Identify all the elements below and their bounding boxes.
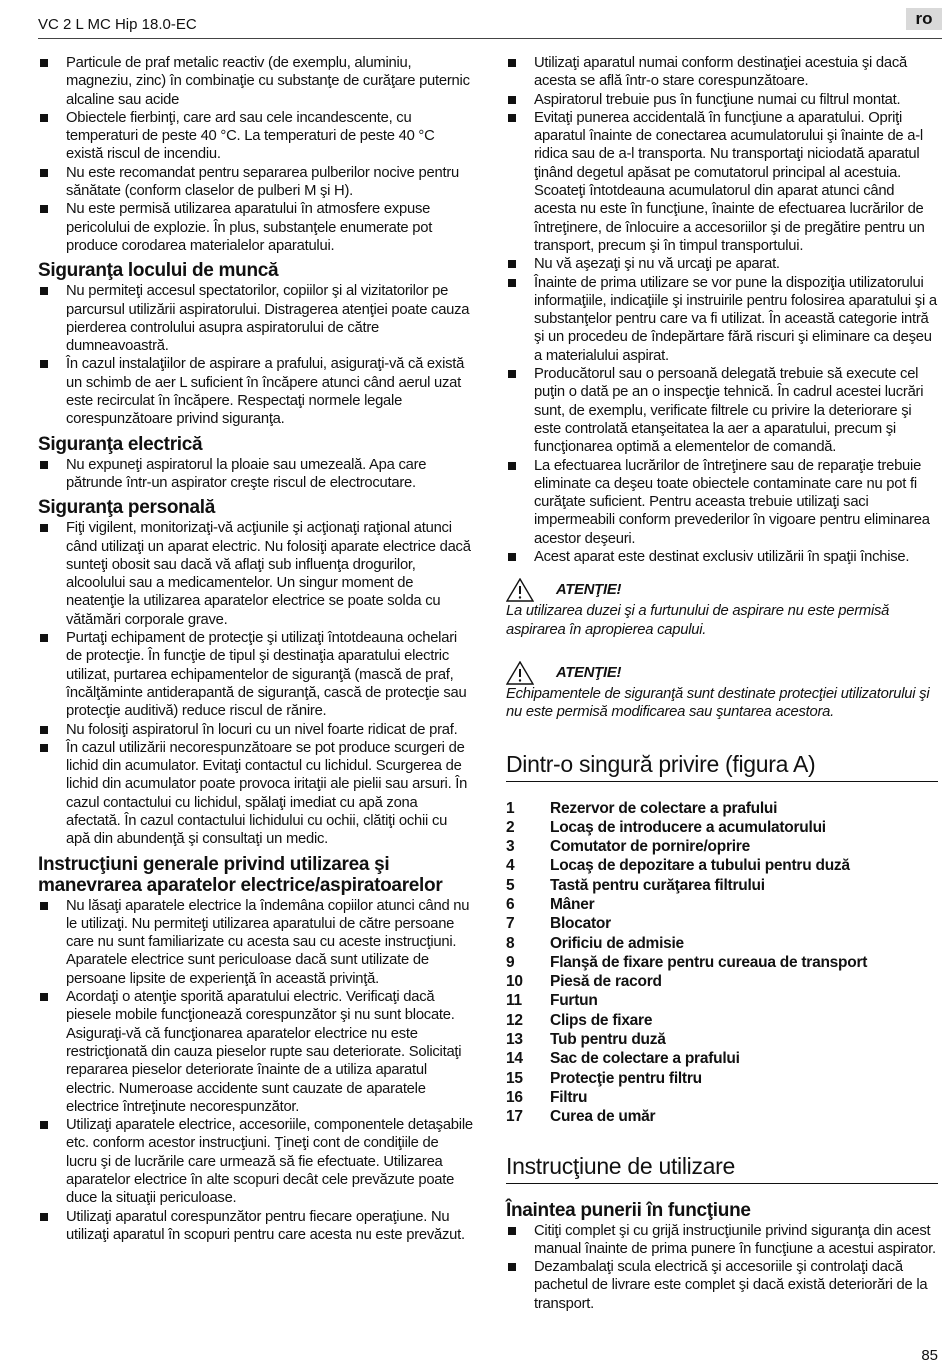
document-header: VC 2 L MC Hip 18.0-EC [38,16,197,33]
overview-section [506,750,938,1128]
component-row: 17 Curea de umăr [506,1108,656,1126]
warning-triangle-icon [506,578,534,602]
component-row: 16 Filtru [506,1088,588,1106]
workplace-list [38,282,473,428]
component-row: 6 Mâner [506,895,595,913]
list-item: Purtaţi echipament de protecţie şi utilizaţi întotdeauna ochelari de protecţie. În funcţie de tipul şi destinaţia aparatului electric utilizat, purtarea echipamentelor de siguranţă (mască de praf, încălţăminte antiderapantă de siguranţă, cască de protecţie sau protecţie auditivă) reduce riscul de rănire. [38,629,473,720]
section-heading-before-use: Înaintea punerii în funcţiune [506,1199,751,1221]
header-divider [38,38,942,39]
list-item: Utilizaţi aparatul numai conform destinaţiei acestuia şi dacă acesta se află într-o stare corespunzătoare. [506,54,938,91]
warning-text: Echipamentele de siguranţă sunt destinate protecţiei utilizatorului şi nu este permisă modificarea sau şuntarea acestora. [506,685,930,721]
component-row: 10 Piesă de racord [506,973,662,991]
list-item: Nu lăsaţi aparatele electrice la îndemâna copiilor atunci când nu le utilizaţi. Nu permiteţi utilizarea aparatului de către persoane care nu sunt familiarizate cu acesta sau cu aceste instrucţiuni. Aparatele electrice sunt periculoase dacă sunt utilizate de persoane lipsite de experienţă în această privinţă. [38,897,473,988]
list-item: Particule de praf metalic reactiv (de exemplu, aluminiu, magneziu, zinc) în combinaţie cu substanţe de curăţare puternic alcaline sau acide [38,54,473,109]
component-row: 9 Flanşă de fixare pentru cureaua de transport [506,953,868,971]
list-item: Nu vă aşezaţi şi nu vă urcaţi pe aparat. [506,255,938,273]
list-item: Citiţi complet şi cu grijă instrucţiunile privind siguranţa din acest manual înainte de prima punere în funcţiune a acestui aspirator. [506,1222,938,1259]
list-item: Nu expuneţi aspiratorul la ploaie sau umezeală. Apa care pătrunde într-un aspirator creşte riscul de electrocutare. [38,456,473,493]
personal-list [38,519,473,848]
right-column [506,54,938,1313]
list-item: Nu este permisă utilizarea aparatului în atmosfere expuse pericolului de explozie. În plus, substanţele enumerate pot produce corodarea materialelor aparatului. [38,200,473,255]
component-row: 11 Furtun [506,992,598,1010]
list-item: Acest aparat este destinat exclusiv utilizării în spaţii închise. [506,548,938,566]
section-heading-workplace: Siguranţa locului de muncă [38,260,279,282]
list-item: În cazul instalaţiilor de aspirare a prafului, asiguraţi-vă că există un schimb de aer L suficient în încăpere atunci când aerul uzat este recirculat în încăpere. Respectaţi normele legale corespunzătoare privind siguranţa. [38,355,473,428]
components-list [506,800,867,1128]
general-list [38,897,473,1245]
component-row: 1 Rezervor de colectare a prafului [506,799,778,817]
usage-rules-list [506,54,938,566]
warning-block [506,661,938,722]
component-row: 8 Orificiu de admisie [506,934,684,952]
warning-text: La utilizarea duzei şi a furtunului de aspirare nu este permisă aspirarea în apropierea capului. [506,603,890,638]
list-item: Evitaţi punerea accidentală în funcţiune a aparatului. Opriţi aparatul înainte de conectarea acumulatorului şi înainte de a-l ridica sau de a-l transporta. Nu transportaţi niciodată aparatul ţinând degetul apăsat pe comutatorul principal al acestuia. Scoateţi întotdeauna acumulatorul din aparat atunci când acesta nu este în funcţiune, înainte de efectuarea lucrărilor de întreţinere, de înlocuire a accesoriilor şi de pregătire pentru un transport, precum şi în timpul transportului. [506,109,938,255]
section-heading-general: Instrucţiuni generale privind utilizarea şi manevrarea aparatelor electrice/aspiratoarelor [38,853,443,896]
list-item: Nu este recomandat pentru separarea pulberilor nocive pentru sănătate (conform claselor de pulberi M şi H). [38,164,473,201]
language-badge: ro [906,8,942,30]
list-item: Aspiratorul trebuie pus în funcţiune numai cu filtrul montat. [506,91,938,109]
list-item: Acordaţi o atenţie sporită aparatului electric. Verificaţi dacă piesele mobile funcţionează corespunzător şi nu sunt blocate. Asiguraţi-vă că funcţionarea aparatelor electrice nu este restricţionată din cauza pieselor rupte sau deteriorate. Solicitaţi repararea pieselor deteriorate înainte de a utiliza aparatul electric. Numeroase accidente sunt cauzate de aparatele electrice întreţinute necorespunzător. [38,988,473,1116]
usage-heading: Instrucţiune de utilizare [506,1152,938,1184]
electrical-list [38,456,473,493]
component-row: 12 Clips de fixare [506,1011,653,1029]
left-column [38,54,473,1244]
list-item: Producătorul sau o persoană delegată trebuie să execute cel puţin o dată pe an o inspecţie tehnică. În cadrul acestei lucrări sunt, de exemplu, verificate filtrele cu privire la deteriorare şi este controlată etanşeitatea la aer a aparatului, precum şi funcţionarea optimă a elementelor de comandă. [506,365,938,456]
list-item: Înainte de prima utilizare se vor pune la dispoziţia utilizatorului informaţiile, indicaţiile şi instruirile pentru folosirea aparatului şi a substanţelor pentru care va fi utilizat. În această categorie intră şi un procedeu de îndepărtare fără riscuri şi eliminare ca deşeu a materialului aspirat. [506,274,938,365]
section-heading-electrical: Siguranţa electrică [38,433,203,455]
list-item: Utilizaţi aparatul corespunzător pentru fiecare operaţiune. Nu utilizaţi aparatul în scopuri pentru care acesta nu este prevăzut. [38,1208,473,1245]
page-number: 85 [921,1347,938,1364]
section-heading-personal: Siguranţa personală [38,497,215,519]
list-item: Obiectele fierbinţi, care ard sau cele incandescente, cu temperaturi de peste 40 °C. La temperaturi de peste 40 °C există riscul de incendiu. [38,109,473,164]
before-use-list [506,1222,938,1313]
warning-triangle-icon [506,661,534,685]
component-row: 3 Comutator de pornire/oprire [506,838,750,856]
component-row: 2 Locaş de introducere a acumulatorului [506,818,826,836]
component-row: 14 Sac de colectare a prafului [506,1050,740,1068]
component-row: 4 Locaş de depozitare a tubului pentru duză [506,857,850,875]
warning-title: ATENŢIE! [556,664,622,681]
component-row: 15 Protecţie pentru filtru [506,1069,702,1087]
list-item: Nu permiteţi accesul spectatorilor, copiilor şi al vizitatorilor pe parcursul utilizării aspiratorului. Distragerea atenţiei poate cauza pierderea controlului asupra aspiratorului de către dumneavoastră. [38,282,473,355]
list-item: În cazul utilizării necorespunzătoare se pot produce scurgeri de lichid din acumulator. Evitaţi contactul cu lichidul. Scurgerea de lichid din acumulator poate provoca iritaţii ale pielii sau arsuri. În cazul contactului cu lichidul, spălaţi imediat cu apă zona afectată. În cazul contactului lichidului cu ochii, clătiţi ochii cu apă din abundenţă şi consultaţi un medic. [38,739,473,849]
list-item: La efectuarea lucrărilor de întreţinere sau de reparaţie trebuie eliminate ca deşeu toate obiectele contaminate care nu pot fi curăţate suficient. Pentru aceasta trebuie utilizaţi saci impermeabili conform prevederilor în vigoare pentru eliminarea acestor deşeuri. [506,457,938,548]
component-row: 13 Tub pentru duză [506,1031,666,1049]
overview-heading: Dintr-o singură privire (figura A) [506,750,938,782]
component-row: 7 Blocator [506,915,611,933]
list-item: Nu folosiţi aspiratorul în locuri cu un nivel foarte ridicat de praf. [38,721,473,739]
list-item: Dezambalaţi scula electrică şi accesoriile şi controlaţi dacă pachetul de livrare este complet şi dacă există deteriorări de la transport. [506,1258,938,1313]
intro-list [38,54,473,255]
warning-block [506,578,938,639]
component-row: 5 Tastă pentru curăţarea filtrului [506,876,765,894]
list-item: Utilizaţi aparatele electrice, accesoriile, componentele detaşabile etc. conform acestor instrucţiuni. Ţineţi cont de condiţiile de lucru şi de lucrările care urmează să fie efectuate. Utilizarea aparatelor electrice în alte scopuri decât cele prevăzute poate duce la situaţii periculoase. [38,1116,473,1207]
list-item: Fiţi vigilent, monitorizaţi-vă acţiunile şi acţionaţi raţional atunci când utilizaţi un aparat electric. Nu folosiţi aparate electrice dacă sunteţi obosit sau dacă vă aflaţi sub influenţa drogurilor, alcoolului sau a medicamentelor. Un singur moment de neatenţie la utilizarea aparatelor electrice se poate solda cu vătămări corporale grave. [38,519,473,629]
warning-title: ATENŢIE! [556,582,622,599]
